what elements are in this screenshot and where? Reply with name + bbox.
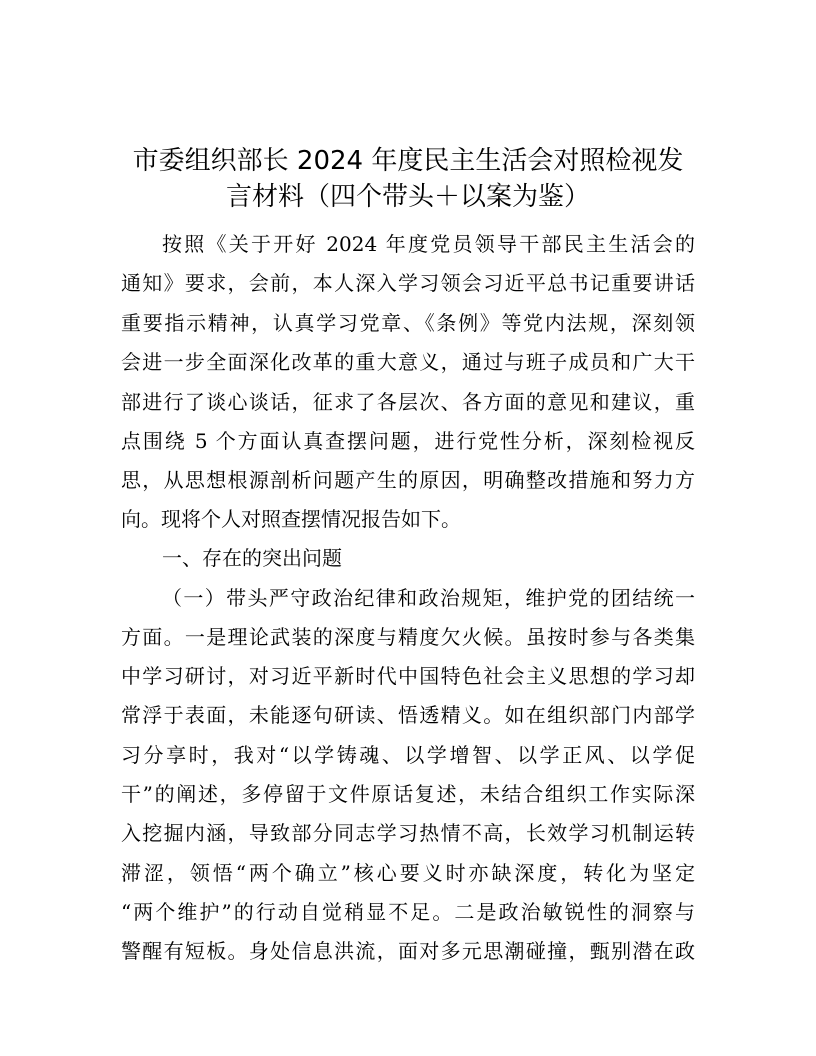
paragraph-line: 通知》要求，会前，本人深入学习领会习近平总书记重要讲话 (121, 271, 695, 295)
paragraph-line: 重要指示精神，认真学习党章、《条例》等党内法规，深刻领 (121, 311, 695, 335)
paragraph-line: 会进一步全面深化改革的重大意义，通过与班子成员和广大干 (121, 350, 695, 374)
paragraph-line: 部进行了谈心谈话，征求了各层次、各方面的意见和建议，重 (121, 390, 695, 414)
paragraph-line: 入挖掘内涵，导致部分同志学习热情不高，长效学习机制运转 (121, 821, 695, 845)
paragraph-line: 滞涩，领悟“两个确立”核心要义时亦缺深度，转化为坚定 (121, 861, 695, 885)
paragraph-line: 常浮于表面，未能逐句研读、悟透精义。如在组织部门内部学 (121, 703, 695, 727)
paragraph-line: （一）带头严守政治纪律和政治规矩，维护党的团结统一 (162, 586, 695, 610)
paragraph-line: 点围绕 5 个方面认真查摆问题，进行党性分析，深刻检视反 (121, 429, 695, 453)
paragraph-line: “两个维护”的行动自觉稍显不足。二是政治敏锐性的洞察与 (121, 900, 695, 924)
paragraph-line: 方面。一是理论武装的深度与精度欠火候。虽按时参与各类集 (121, 625, 695, 649)
paragraph-line: 按照《关于开好 2024 年度党员领导干部民主生活会的 (162, 232, 695, 256)
paragraph-line: 习分享时，我对“以学铸魂、以学增智、以学正风、以学促 (121, 743, 695, 767)
paragraph-line: 思，从思想根源剖析问题产生的原因，明确整改措施和努力方 (121, 468, 695, 492)
paragraph-line: 中学习研讨，对习近平新时代中国特色社会主义思想的学习却 (121, 664, 695, 688)
paragraph-line: 干”的阐述，多停留于文件原话复述，未结合组织工作实际深 (121, 782, 695, 806)
paragraph-line: 警醒有短板。身处信息洪流，面对多元思潮碰撞，甄别潜在政 (121, 939, 695, 963)
document-title-line-1: 市委组织部长 2024 年度民主生活会对照检视发 (132, 146, 684, 176)
paragraph-line: 向。现将个人对照查摆情况报告如下。 (121, 507, 461, 531)
document-title-line-2: 言材料（四个带头＋以案为鉴） (225, 182, 590, 212)
section-heading: 一、存在的突出问题 (162, 546, 342, 570)
